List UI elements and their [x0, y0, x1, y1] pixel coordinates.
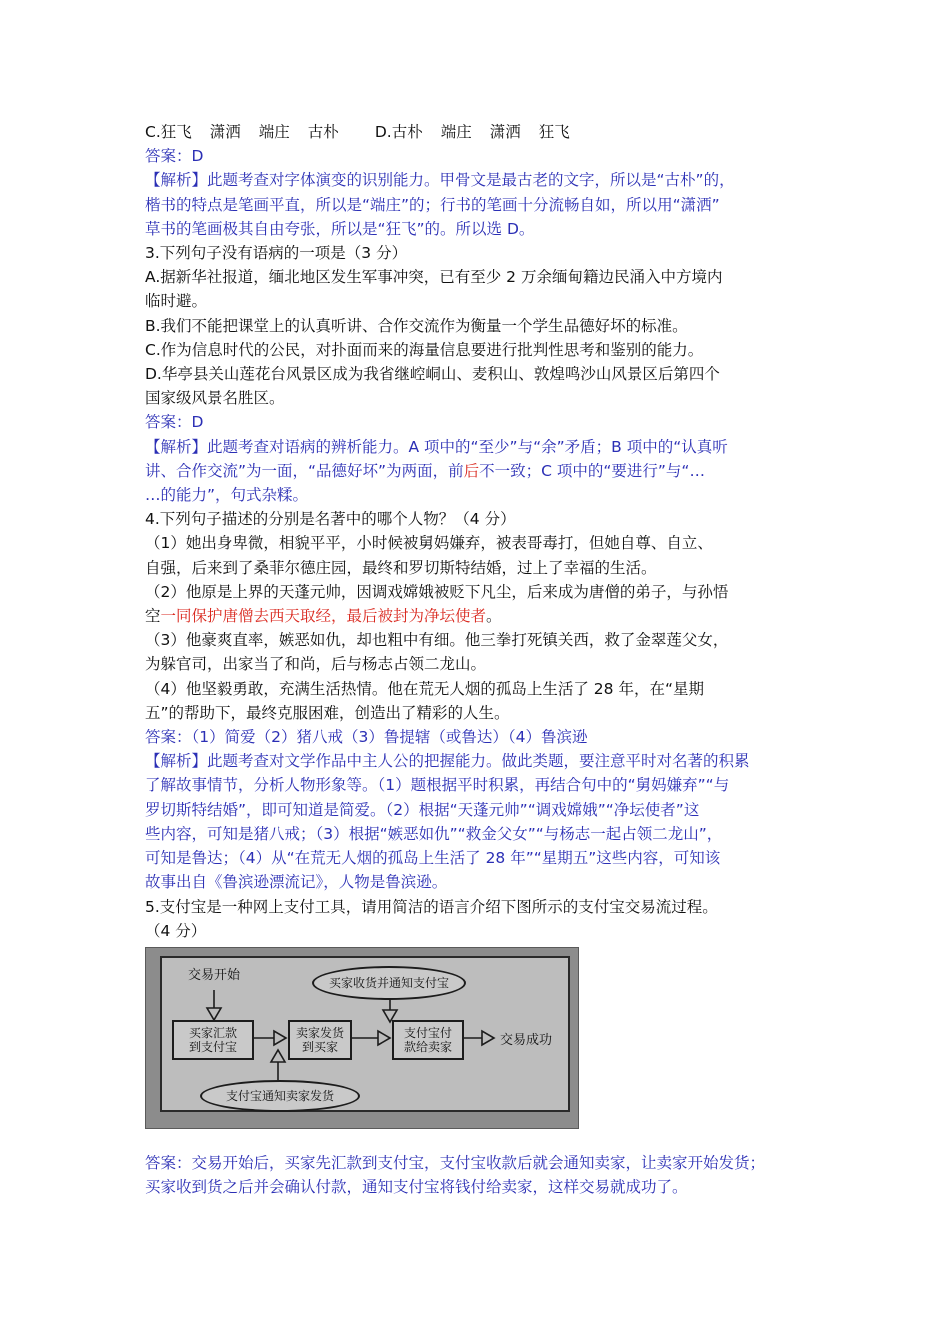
- q4-analysis-line: 故事出自《鲁滨逊漂流记》，人物是鲁滨逊。: [145, 873, 448, 892]
- q3-analysis-text: 不一致；C 项中的“要进行”与“…: [479, 461, 705, 480]
- q4-analysis-line: 罗切斯特结婚”，即可知道是简爱。（2）根据“天蓬元帅”“调戏嫦娥”“净坛使者”这: [145, 800, 700, 819]
- flow-seller-ship-node: [288, 1020, 352, 1060]
- q4-item-line: 五”的帮助下，最终克服困难，创造出了精彩的人生。: [145, 703, 510, 722]
- q3-option-line: C.作为信息时代的公民，对扑面而来的海量信息要进行批判性思考和鉴别的能力。: [145, 340, 704, 359]
- q4-analysis-line: 【解析】此题考查对文学作品中主人公的把握能力。做此类题，要注意平时对名著的积累: [145, 752, 750, 771]
- flow-notify-seller-label: 支付宝通知卖家发货: [225, 1089, 334, 1104]
- q4-title: 4.下列句子描述的分别是名著中的哪个人物？（4 分）: [145, 510, 516, 529]
- flow-alipay-pay-label: 支付宝付 款给卖家: [403, 1025, 452, 1054]
- arrow-ship-to-alipay: [350, 1031, 390, 1045]
- q3-analysis-line: [145, 459, 815, 483]
- q4-item-line: 自强，后来到了桑菲尔德庄园，最终和罗切斯特结婚，过上了幸福的生活。: [145, 558, 657, 577]
- q2-analysis-line: 楷书的特点是笔画平直，所以是“端庄”的；行书的笔画十分流畅自如，所以用“潇洒”: [145, 195, 720, 214]
- q2-answer: 答案：D: [145, 147, 204, 166]
- q2-analysis-line: 【解析】此题考查对字体演变的识别能力。甲骨文是最古老的文字，所以是“古朴”的，: [145, 171, 735, 190]
- q3-analysis-line: 【解析】此题考查对语病的辨析能力。A 项中的“至少”与“余”矛盾；B 项中的“认真听: [145, 437, 728, 456]
- q2-option-c-item: 端庄: [258, 123, 290, 141]
- q4-analysis-line: 了解故事情节，分析人物形象等。（1）题根据平时积累，再结合句中的“舅妈嫌弃”“与: [145, 776, 730, 795]
- arrow-notify-up: [271, 1050, 285, 1080]
- flow-buyer-receive-node: [312, 966, 466, 1000]
- q3-option-line: 国家级风景名胜区。: [145, 389, 285, 408]
- q2-analysis-line: 草书的笔画极其自由夸张，所以是“狂飞”的。所以选 D。: [145, 219, 535, 238]
- q2-option-c-item: 狂飞: [160, 123, 192, 141]
- flow-seller-ship-label: 卖家发货 到买家: [295, 1025, 344, 1054]
- q2-option-c-item: 潇洒: [209, 123, 241, 141]
- flow-buyer-pay-label: 买家汇款 到支付宝: [188, 1025, 237, 1054]
- q3-option-line: A.据新华社报道，缅北地区发生军事冲突，已有至少 2 万余缅甸籍边民涌入中方境内: [145, 268, 723, 287]
- flow-success-label: 交易成功: [500, 1032, 553, 1048]
- q4-item-line: （1）她出身卑微，相貌平平，小时候被舅妈嫌弃，被表哥毒打，但她自尊、自立、: [145, 534, 713, 553]
- q4-item-line: （4）他坚毅勇敢，充满生活热情。他在荒无人烟的孤岛上生活了 28 年，在“星期: [145, 679, 704, 698]
- flow-buyer-pay-node: [172, 1020, 254, 1060]
- q2-option-c-item: 古朴: [307, 123, 339, 141]
- q2-option-d-item: 端庄: [440, 123, 472, 141]
- q4-item-line: （2）他原是上界的天蓬元帅，因调戏嫦娥被贬下凡尘，后来成为唐僧的弟子，与孙悟: [145, 582, 729, 601]
- q5-title: 5.支付宝是一种网上支付工具，请用简洁的语言介绍下图所示的支付宝交易流过程。: [145, 897, 718, 916]
- q4-item-line: （3）他豪爽直率，嫉恶如仇，却也粗中有细。他三拳打死镇关西，救了金翠莲父女，: [145, 631, 729, 650]
- q5-title-points: （4 分）: [145, 921, 207, 940]
- q2-option-d-item: 狂飞: [538, 123, 570, 141]
- q2-option-d-item: 古朴: [391, 123, 423, 141]
- q3-analysis-highlight: 后: [463, 461, 480, 480]
- q5-answer-line: 答案：交易开始后，买家先汇款到支付宝，支付宝收款后就会通知卖家，让卖家开始发货；: [145, 1153, 766, 1172]
- flow-buyer-receive-label: 买家收货并通知支付宝: [328, 976, 449, 991]
- q4-analysis-line: 可知是鲁达；（4）从“在荒无人烟的孤岛上生活了 28 年”“星期五”这些内容，可知该: [145, 849, 721, 868]
- q4-item-text: 。: [486, 607, 502, 626]
- q2-option-d-letter: D.: [374, 123, 392, 141]
- q2-option-d-item: 潇洒: [489, 123, 521, 141]
- arrow-start-down: [207, 990, 221, 1020]
- q3-option-line: B.我们不能把课堂上的认真听讲、合作交流作为衡量一个学生品德好坏的标准。: [145, 316, 688, 335]
- arrow-pay-to-ship: [254, 1031, 286, 1045]
- q4-item-line: 为躲官司，出家当了和尚，后与杨志占领二龙山。: [145, 655, 487, 674]
- q4-answer: 答案：（1）简爱（2）猪八戒（3）鲁提辖（或鲁达）（4）鲁滨逊: [145, 728, 588, 747]
- alipay-flow-diagram: [145, 947, 579, 1129]
- q3-option-line: D.华亭县关山莲花台风景区成为我省继崆峒山、麦积山、敦煌鸣沙山风景区后第四个: [145, 365, 720, 384]
- flow-start-label: 交易开始: [188, 967, 241, 983]
- arrow-alipay-to-success: [462, 1031, 494, 1045]
- q4-item-highlight: 一同保护唐僧去西天取经，最后被封为净坛使者: [160, 607, 487, 626]
- q3-analysis-text: 讲、合作交流”为一面，“品德好坏”为两面，前: [145, 461, 464, 480]
- q3-answer: 答案：D: [145, 413, 204, 432]
- flow-alipay-pay-node: [392, 1020, 464, 1060]
- q3-analysis-line: …的能力”，句式杂糅。: [145, 486, 309, 505]
- q2-option-c-letter: C.: [145, 123, 161, 141]
- q4-item-line: [145, 604, 815, 628]
- q3-title: 3.下列句子没有语病的一项是（3 分）: [145, 244, 408, 263]
- flow-frame: [160, 956, 570, 1112]
- arrow-receive-down: [383, 998, 397, 1022]
- q4-item-text: 空: [145, 607, 161, 626]
- q5-answer-line: 买家收到货之后并会确认付款，通知支付宝将钱付给卖家，这样交易就成功了。: [145, 1178, 688, 1197]
- q2-options-line: [145, 120, 815, 144]
- page-content: [145, 120, 815, 1199]
- q4-analysis-line: 些内容，可知是猪八戒；（3）根据“嫉恶如仇”“救金父女”“与杨志一起占领二龙山”，: [145, 824, 723, 843]
- q3-option-line: 临时避。: [145, 292, 208, 311]
- flow-notify-seller-node: [200, 1080, 360, 1112]
